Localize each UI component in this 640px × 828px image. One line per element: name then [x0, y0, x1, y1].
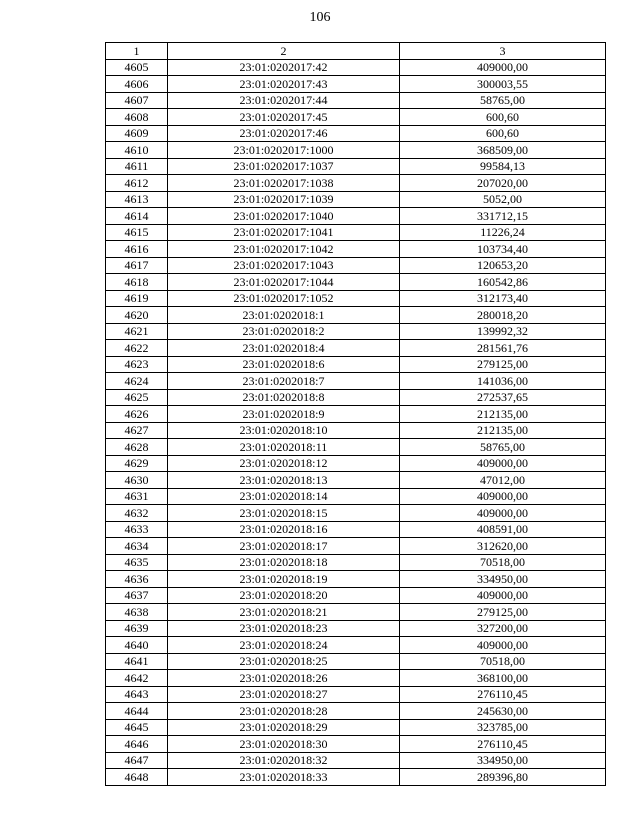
value-cell: 323785,00: [400, 719, 606, 736]
row-number-cell: 4616: [106, 241, 168, 258]
table-row: [106, 340, 606, 357]
cadastral-number-cell: 23:01:0202018:2: [168, 323, 400, 340]
value-cell: 312620,00: [400, 538, 606, 555]
row-number-cell: 4632: [106, 505, 168, 522]
row-number-cell: 4612: [106, 175, 168, 192]
cadastral-number-cell: 23:01:0202017:1000: [168, 142, 400, 159]
cadastral-number-cell: 23:01:0202018:9: [168, 406, 400, 423]
cadastral-number-cell: 23:01:0202018:17: [168, 538, 400, 555]
cadastral-number-cell: 23:01:0202017:1043: [168, 257, 400, 274]
row-number-cell: 4607: [106, 92, 168, 109]
row-number-cell: 4627: [106, 422, 168, 439]
row-number-cell: 4648: [106, 769, 168, 786]
cadastral-number-cell: 23:01:0202018:7: [168, 373, 400, 390]
value-cell: 409000,00: [400, 587, 606, 604]
cadastral-number-cell: 23:01:0202018:14: [168, 488, 400, 505]
table-row: [106, 439, 606, 456]
column-header-2: 2: [168, 43, 400, 60]
table-row: [106, 125, 606, 142]
table-row: [106, 653, 606, 670]
value-cell: 408591,00: [400, 521, 606, 538]
table-row: [106, 488, 606, 505]
row-number-cell: 4630: [106, 472, 168, 489]
row-number-cell: 4609: [106, 125, 168, 142]
row-number-cell: 4618: [106, 274, 168, 291]
value-cell: 289396,80: [400, 769, 606, 786]
value-cell: 139992,32: [400, 323, 606, 340]
row-number-cell: 4622: [106, 340, 168, 357]
table-row: [106, 92, 606, 109]
cadastral-number-cell: 23:01:0202017:46: [168, 125, 400, 142]
value-cell: 409000,00: [400, 637, 606, 654]
cadastral-number-cell: 23:01:0202018:26: [168, 670, 400, 687]
table-row: [106, 290, 606, 307]
table-row: [106, 59, 606, 76]
cadastral-number-cell: 23:01:0202017:1040: [168, 208, 400, 225]
table-row: [106, 323, 606, 340]
value-cell: 334950,00: [400, 571, 606, 588]
column-header-3: 3: [400, 43, 606, 60]
value-cell: 331712,15: [400, 208, 606, 225]
table-row: [106, 719, 606, 736]
row-number-cell: 4645: [106, 719, 168, 736]
value-cell: 327200,00: [400, 620, 606, 637]
table-row: [106, 307, 606, 324]
value-cell: 312173,40: [400, 290, 606, 307]
cadastral-number-cell: 23:01:0202017:1037: [168, 158, 400, 175]
table-row: [106, 604, 606, 621]
row-number-cell: 4623: [106, 356, 168, 373]
row-number-cell: 4605: [106, 59, 168, 76]
row-number-cell: 4617: [106, 257, 168, 274]
value-cell: 280018,20: [400, 307, 606, 324]
table-row: [106, 257, 606, 274]
cadastral-number-cell: 23:01:0202017:44: [168, 92, 400, 109]
table-row: [106, 158, 606, 175]
cadastral-number-cell: 23:01:0202018:4: [168, 340, 400, 357]
table-row: [106, 472, 606, 489]
table-row: [106, 752, 606, 769]
row-number-cell: 4620: [106, 307, 168, 324]
row-number-cell: 4634: [106, 538, 168, 555]
cadastral-number-cell: 23:01:0202018:23: [168, 620, 400, 637]
row-number-cell: 4613: [106, 191, 168, 208]
row-number-cell: 4646: [106, 736, 168, 753]
row-number-cell: 4610: [106, 142, 168, 159]
cadastral-number-cell: 23:01:0202017:43: [168, 76, 400, 93]
cadastral-number-cell: 23:01:0202017:42: [168, 59, 400, 76]
row-number-cell: 4615: [106, 224, 168, 241]
column-header-1: 1: [106, 43, 168, 60]
value-cell: 103734,40: [400, 241, 606, 258]
value-cell: 245630,00: [400, 703, 606, 720]
value-cell: 368509,00: [400, 142, 606, 159]
table-header: [106, 43, 606, 60]
cadastral-number-cell: 23:01:0202018:29: [168, 719, 400, 736]
row-number-cell: 4611: [106, 158, 168, 175]
cadastral-number-cell: 23:01:0202017:1044: [168, 274, 400, 291]
row-number-cell: 4636: [106, 571, 168, 588]
row-number-cell: 4629: [106, 455, 168, 472]
cadastral-number-cell: 23:01:0202018:8: [168, 389, 400, 406]
value-cell: 300003,55: [400, 76, 606, 93]
value-cell: 141036,00: [400, 373, 606, 390]
table-row: [106, 191, 606, 208]
value-cell: 368100,00: [400, 670, 606, 687]
table-row: [106, 109, 606, 126]
cadastral-number-cell: 23:01:0202018:33: [168, 769, 400, 786]
table-row: [106, 455, 606, 472]
header-row: [106, 43, 606, 60]
value-cell: 58765,00: [400, 439, 606, 456]
value-cell: 207020,00: [400, 175, 606, 192]
cadastral-number-cell: 23:01:0202018:30: [168, 736, 400, 753]
value-cell: 281561,76: [400, 340, 606, 357]
table-row: [106, 637, 606, 654]
value-cell: 99584,13: [400, 158, 606, 175]
row-number-cell: 4614: [106, 208, 168, 225]
table-row: [106, 224, 606, 241]
table-row: [106, 769, 606, 786]
row-number-cell: 4640: [106, 637, 168, 654]
table-row: [106, 175, 606, 192]
cadastral-number-cell: 23:01:0202017:1052: [168, 290, 400, 307]
value-cell: 409000,00: [400, 488, 606, 505]
table-row: [106, 686, 606, 703]
cadastral-number-cell: 23:01:0202018:20: [168, 587, 400, 604]
value-cell: 212135,00: [400, 422, 606, 439]
row-number-cell: 4633: [106, 521, 168, 538]
value-cell: 409000,00: [400, 505, 606, 522]
value-cell: 5052,00: [400, 191, 606, 208]
value-cell: 409000,00: [400, 59, 606, 76]
table-row: [106, 571, 606, 588]
cadastral-number-cell: 23:01:0202018:19: [168, 571, 400, 588]
row-number-cell: 4625: [106, 389, 168, 406]
cadastral-number-cell: 23:01:0202017:1038: [168, 175, 400, 192]
table-row: [106, 703, 606, 720]
table-row: [106, 241, 606, 258]
value-cell: 409000,00: [400, 455, 606, 472]
value-cell: 120653,20: [400, 257, 606, 274]
table-row: [106, 587, 606, 604]
table-body: [106, 59, 606, 785]
table-row: [106, 389, 606, 406]
row-number-cell: 4639: [106, 620, 168, 637]
table-row: [106, 554, 606, 571]
table-row: [106, 620, 606, 637]
row-number-cell: 4608: [106, 109, 168, 126]
row-number-cell: 4621: [106, 323, 168, 340]
table-row: [106, 373, 606, 390]
page-number: 106: [309, 10, 331, 25]
value-cell: 334950,00: [400, 752, 606, 769]
cadastral-number-cell: 23:01:0202018:10: [168, 422, 400, 439]
table-row: [106, 356, 606, 373]
cadastral-number-cell: 23:01:0202018:32: [168, 752, 400, 769]
cadastral-number-cell: 23:01:0202018:12: [168, 455, 400, 472]
value-cell: 600,60: [400, 109, 606, 126]
table-row: [106, 422, 606, 439]
row-number-cell: 4628: [106, 439, 168, 456]
value-cell: 212135,00: [400, 406, 606, 423]
table-row: [106, 76, 606, 93]
table-row: [106, 208, 606, 225]
row-number-cell: 4643: [106, 686, 168, 703]
cadastral-number-cell: 23:01:0202018:27: [168, 686, 400, 703]
row-number-cell: 4644: [106, 703, 168, 720]
table-row: [106, 142, 606, 159]
cadastral-number-cell: 23:01:0202018:1: [168, 307, 400, 324]
table-row: [106, 521, 606, 538]
cadastral-number-cell: 23:01:0202018:18: [168, 554, 400, 571]
row-number-cell: 4642: [106, 670, 168, 687]
cadastral-number-cell: 23:01:0202017:1039: [168, 191, 400, 208]
table-row: [106, 406, 606, 423]
value-cell: 47012,00: [400, 472, 606, 489]
row-number-cell: 4631: [106, 488, 168, 505]
row-number-cell: 4624: [106, 373, 168, 390]
value-cell: 276110,45: [400, 686, 606, 703]
cadastral-number-cell: 23:01:0202018:21: [168, 604, 400, 621]
cadastral-number-cell: 23:01:0202018:24: [168, 637, 400, 654]
table-row: [106, 670, 606, 687]
cadastral-number-cell: 23:01:0202018:25: [168, 653, 400, 670]
cadastral-number-cell: 23:01:0202017:1042: [168, 241, 400, 258]
cadastral-number-cell: 23:01:0202018:28: [168, 703, 400, 720]
cadastral-number-cell: 23:01:0202018:11: [168, 439, 400, 456]
table-row: [106, 736, 606, 753]
cadastral-number-cell: 23:01:0202017:1041: [168, 224, 400, 241]
value-cell: 279125,00: [400, 604, 606, 621]
value-cell: 279125,00: [400, 356, 606, 373]
table-row: [106, 274, 606, 291]
row-number-cell: 4635: [106, 554, 168, 571]
data-table: [105, 42, 606, 786]
value-cell: 58765,00: [400, 92, 606, 109]
table-row: [106, 505, 606, 522]
cadastral-number-cell: 23:01:0202018:6: [168, 356, 400, 373]
row-number-cell: 4626: [106, 406, 168, 423]
value-cell: 276110,45: [400, 736, 606, 753]
row-number-cell: 4606: [106, 76, 168, 93]
value-cell: 70518,00: [400, 554, 606, 571]
row-number-cell: 4619: [106, 290, 168, 307]
value-cell: 272537,65: [400, 389, 606, 406]
cadastral-number-cell: 23:01:0202018:13: [168, 472, 400, 489]
row-number-cell: 4638: [106, 604, 168, 621]
row-number-cell: 4641: [106, 653, 168, 670]
cadastral-number-cell: 23:01:0202018:16: [168, 521, 400, 538]
row-number-cell: 4647: [106, 752, 168, 769]
value-cell: 160542,86: [400, 274, 606, 291]
row-number-cell: 4637: [106, 587, 168, 604]
value-cell: 600,60: [400, 125, 606, 142]
value-cell: 11226,24: [400, 224, 606, 241]
value-cell: 70518,00: [400, 653, 606, 670]
cadastral-number-cell: 23:01:0202018:15: [168, 505, 400, 522]
table-row: [106, 538, 606, 555]
cadastral-number-cell: 23:01:0202017:45: [168, 109, 400, 126]
